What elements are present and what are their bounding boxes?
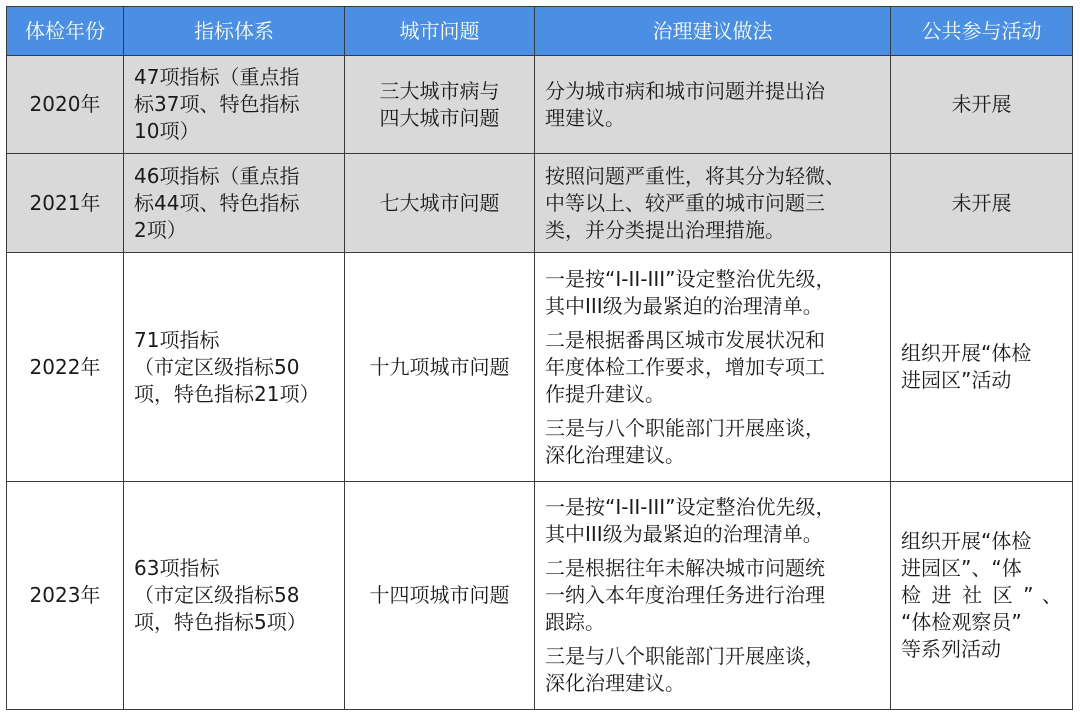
problems-line: 七大城市问题 (379, 190, 500, 215)
indicators-line: （市定区级指标50 (134, 354, 300, 379)
problems-line: 三大城市病与 (379, 78, 500, 103)
suggestion-line: 其中III级为最紧迫的治理清单。 (545, 293, 823, 318)
indicators-line: 标44项、特色指标 (134, 190, 300, 215)
indicators-cell (124, 482, 345, 710)
indicators-line: 46项指标（重点指 (134, 163, 300, 188)
suggestions-cell (535, 154, 891, 253)
suggestion-line: 深化治理建议。 (545, 671, 685, 695)
header-indicators: 指标体系 (124, 7, 345, 56)
indicators-line: 标37项、特色指标 (134, 92, 300, 116)
indicators-cell (124, 253, 345, 482)
suggestion-line: 跟踪。 (545, 610, 605, 634)
indicators-line: 10项） (134, 119, 200, 143)
header-year: 体检年份 (7, 7, 124, 56)
year-text: 2022年 (29, 354, 101, 379)
table-row-2023 (7, 482, 1073, 710)
suggestion-line: 其中III级为最紧迫的治理清单。 (545, 522, 823, 546)
participation-line: 组织开展“体检 (901, 529, 1032, 553)
suggestion-paragraph (545, 327, 880, 408)
year-text: 2020年 (29, 92, 101, 116)
year-cell (7, 154, 124, 253)
suggestion-paragraph (545, 555, 880, 636)
suggestion-paragraph (545, 415, 880, 469)
year-text: 2023年 (29, 583, 101, 607)
participation-line: 等系列活动 (901, 637, 1001, 661)
suggestion-line: 作提升建议。 (545, 381, 665, 406)
header-suggestions: 治理建议做法 (535, 7, 891, 56)
suggestion-line: 三是与八个职能部门开展座谈， (545, 415, 825, 440)
suggestion-line: 按照问题严重性，将其分为轻微、 (545, 163, 845, 188)
city-checkup-table (6, 6, 1073, 710)
participation-line: “体检观察员” (901, 610, 1022, 634)
indicators-line: 63项指标 (134, 556, 220, 580)
problems-cell (345, 56, 535, 154)
indicators-cell (124, 154, 345, 253)
suggestion-paragraph (545, 78, 880, 132)
indicators-line: （市定区级指标58 (134, 583, 300, 607)
suggestion-paragraph (545, 643, 880, 697)
suggestion-line: 一纳入本年度治理任务进行治理 (545, 583, 825, 607)
indicators-line: 2项） (134, 217, 187, 242)
participation-cell (891, 56, 1073, 154)
suggestion-line: 二是根据番禺区城市发展状况和 (545, 327, 825, 352)
table-row-2022 (7, 253, 1073, 482)
suggestion-paragraph (545, 266, 880, 320)
year-cell (7, 56, 124, 154)
participation-line: 检 进 社 区 ” 、 (901, 583, 1062, 607)
suggestion-line: 二是根据往年未解决城市问题统 (545, 556, 825, 580)
participation-line: 未开展 (951, 190, 1012, 215)
suggestions-cell (535, 253, 891, 482)
indicators-line: 47项指标（重点指 (134, 65, 300, 89)
participation-cell (891, 482, 1073, 710)
participation-cell (891, 253, 1073, 482)
problems-cell (345, 253, 535, 482)
year-cell (7, 482, 124, 710)
suggestions-cell (535, 482, 891, 710)
indicators-line: 项，特色指标5项） (134, 610, 307, 634)
header-row (7, 7, 1073, 56)
participation-line: 进园区”活动 (901, 368, 1012, 392)
table-row-2021 (7, 154, 1073, 253)
participation-cell (891, 154, 1073, 253)
suggestion-line: 三是与八个职能部门开展座谈， (545, 644, 825, 668)
indicators-cell (124, 56, 345, 154)
participation-line: 未开展 (951, 92, 1012, 116)
indicators-line: 71项指标 (134, 327, 220, 352)
suggestion-paragraph (545, 163, 880, 244)
participation-line: 组织开展“体检 (901, 341, 1032, 365)
problems-cell (345, 154, 535, 253)
suggestion-line: 深化治理建议。 (545, 442, 685, 467)
indicators-line: 项，特色指标21项） (134, 381, 320, 406)
suggestion-line: 年度体检工作要求，增加专项工 (545, 354, 825, 379)
header-problems: 城市问题 (345, 7, 535, 56)
suggestions-cell (535, 56, 891, 154)
suggestion-line: 理建议。 (545, 105, 625, 130)
suggestion-line: 一是按“I-II-III”设定整治优先级， (545, 266, 836, 291)
suggestion-line: 一是按“I-II-III”设定整治优先级， (545, 495, 836, 519)
header-participation: 公共参与活动 (891, 7, 1073, 56)
problems-cell (345, 482, 535, 710)
suggestion-line: 中等以上、较严重的城市问题三 (545, 190, 825, 215)
year-cell (7, 253, 124, 482)
table-row-2020 (7, 56, 1073, 154)
problems-line: 十九项城市问题 (369, 354, 510, 379)
suggestion-line: 类，并分类提出治理措施。 (545, 217, 785, 242)
year-text: 2021年 (29, 190, 101, 215)
suggestion-paragraph (545, 494, 880, 548)
participation-line: 进园区”、“体 (901, 556, 1022, 580)
problems-line: 四大城市问题 (379, 105, 500, 130)
suggestion-line: 分为城市病和城市问题并提出治 (545, 78, 825, 103)
problems-line: 十四项城市问题 (369, 583, 510, 607)
